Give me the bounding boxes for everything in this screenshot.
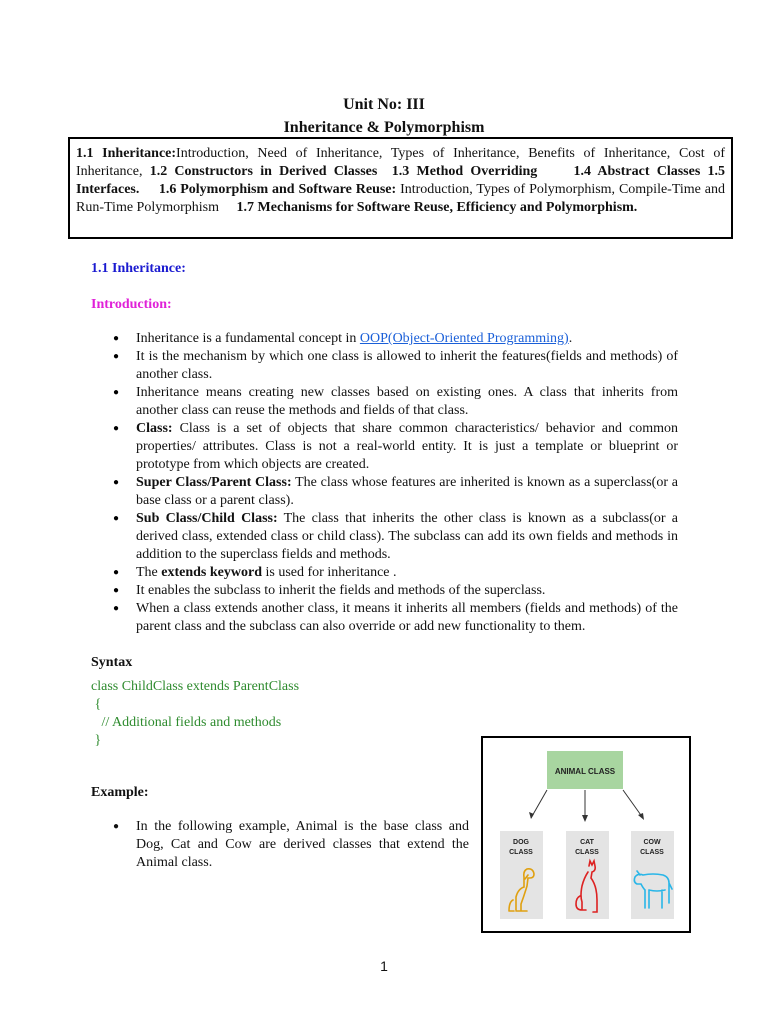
unit-subtitle: Inheritance & Polymorphism — [283, 119, 485, 136]
code-line: class ChildClass extends ParentClass — [91, 679, 300, 694]
list-item: ● It is the mechanism by which one class is allowed to inherit the features(fields and methods) of another class. — [136, 348, 678, 384]
arrow-to-cow — [623, 790, 643, 818]
toc-1-3: 1.3 Method Overriding — [391, 164, 538, 179]
code-line: } — [91, 733, 102, 748]
bullet-text: Class is a set of objects that share common characteristics/ behavior and common properties/ attributes. Class is not a real-world entity. It is just a template or blueprint or prototype from which objects are created. — [136, 421, 678, 472]
bullet-label: Super Class/Parent Class: — [136, 475, 292, 490]
code-block — [91, 678, 299, 750]
dog-label-1: DOG — [513, 839, 529, 846]
oop-link[interactable]: OOP(Object-Oriented Programming) — [359, 331, 569, 346]
code-line: // Additional fields and methods — [91, 715, 282, 730]
section-heading: 1.1 Inheritance: — [91, 261, 186, 276]
bullet-text: Inheritance is a fundamental concept in — [136, 331, 360, 346]
bullet-label: Class: — [136, 421, 173, 436]
list-item — [136, 510, 678, 564]
toc-1-2: 1.2 Constructors in Derived Classes — [149, 164, 378, 179]
example-bullet-list — [91, 818, 469, 872]
cat-label-1: CAT — [580, 839, 594, 846]
dog-label-2: CLASS — [509, 849, 533, 856]
arrowhead-cat — [582, 815, 588, 822]
list-item: ● When a class extends another class, it means it inherits all members (fields and methods) of the parent class and the subclass can also override or add new functionality to them. — [136, 600, 678, 636]
bullet-text: The — [136, 565, 162, 580]
toc-1-6-text: Introduction, Types of Polymorphism, Compile-Time and Run-Time Polymorphism — [76, 182, 725, 215]
list-item: ● Inheritance means creating new classes based on existing ones. A class that inherits from another class can reuse the methods and fields of that class. — [136, 384, 678, 420]
toc-1-1-text: Introduction, Need of Inheritance, Types of Inheritance, Benefits of Inheritance, Cost of Inheritance, — [76, 146, 725, 179]
page-number: 1 — [380, 958, 388, 974]
list-item — [136, 474, 678, 510]
list-item — [136, 564, 678, 582]
bullet-text: The class that inherits the other class is known as a subclass(or a derived class, extended class or child class). The subclass can add its own fields and methods in addition to the superclass fields and methods. — [136, 511, 678, 562]
bullet-text: is used for inheritance . — [262, 565, 397, 580]
toc-1-1-label: 1.1 Inheritance: — [76, 146, 177, 161]
bullet-text: . — [568, 331, 573, 346]
animal-class-label: ANIMAL CLASS — [554, 767, 616, 776]
toc-1-5: 1.5 Interfaces. — [76, 164, 726, 197]
cow-label-1: COW — [643, 839, 661, 846]
arrowhead-cow — [638, 813, 644, 820]
toc-1-6-label: 1.6 Polymorphism and Software Reuse: — [158, 182, 397, 197]
code-line: { — [91, 697, 102, 712]
cat-label-2: CLASS — [575, 849, 599, 856]
bullet-text: The class whose features are inherited is known as a superclass(or a base class or a parent class). — [136, 475, 678, 508]
example-heading: Example: — [91, 785, 149, 800]
arrowhead-dog — [529, 812, 534, 819]
intro-bullet-list — [91, 330, 678, 636]
inheritance-figure — [481, 736, 691, 933]
toc-1-7: 1.7 Mechanisms for Software Reuse, Efficiency and Polymorphism. — [236, 200, 638, 215]
list-item: ● It enables the subclass to inherit the fields and methods of the superclass. — [136, 582, 678, 600]
list-item — [136, 420, 678, 474]
intro-heading: Introduction: — [91, 297, 172, 312]
bullet-keyword: extends keyword — [161, 565, 262, 580]
inheritance-diagram — [483, 738, 689, 931]
cow-label-2: CLASS — [640, 849, 664, 856]
bullet-label: Sub Class/Child Class: — [136, 511, 278, 526]
list-item — [136, 330, 678, 348]
syllabus-box — [68, 137, 733, 239]
unit-title: Unit No: III — [343, 96, 425, 113]
toc-1-4: 1.4 Abstract Classes — [573, 164, 701, 179]
list-item: ● In the following example, Animal is the base class and Dog, Cat and Cow are derived classes that extend the Animal class. — [136, 818, 469, 872]
syntax-heading: Syntax — [91, 655, 133, 670]
